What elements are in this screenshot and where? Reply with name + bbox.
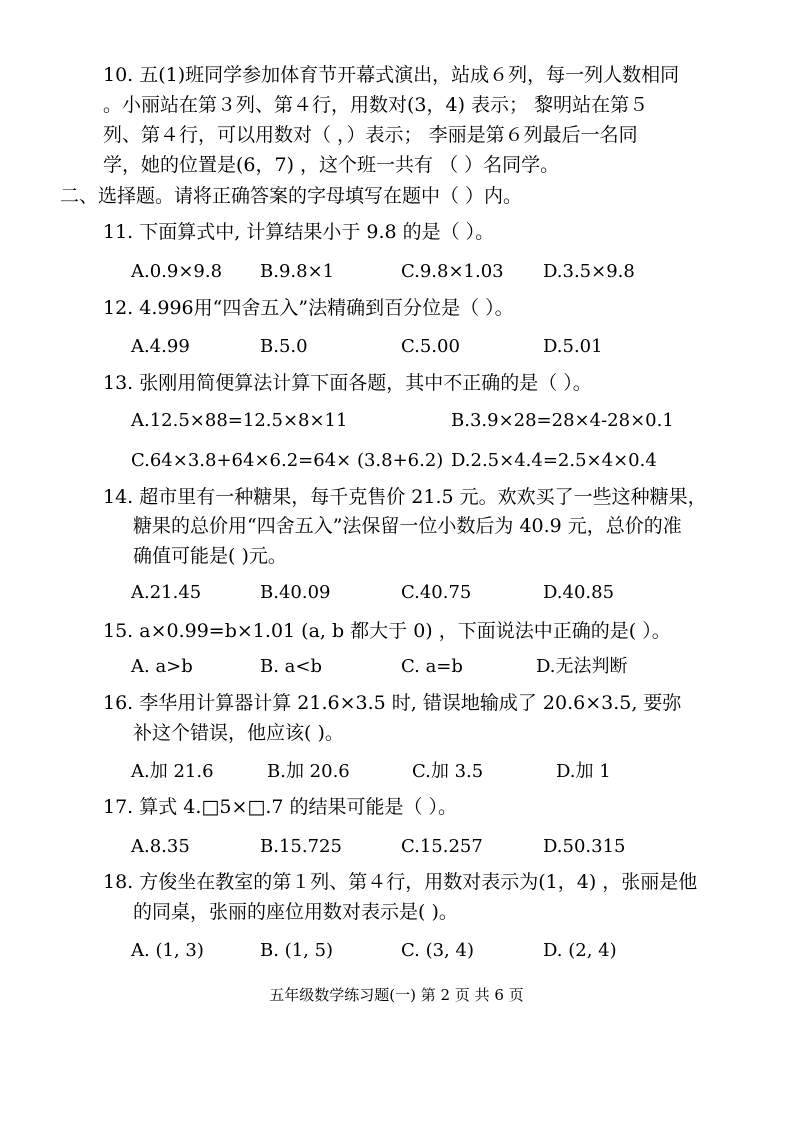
q17-option-d: D.50.315: [543, 836, 626, 857]
q16-stem-line-1: 16. 李华用计算器计算 21.6×3.5 时, 错误地输成了 20.6×3.5, 要弥: [103, 692, 682, 714]
q11-option-a: A.0.9×9.8: [131, 261, 223, 282]
q14-option-a: A.21.45: [131, 582, 202, 603]
q18-stem-line-2: 的同桌，张丽的座位用数对表示是( )。: [133, 901, 458, 923]
q11-option-c: C.9.8×1.03: [401, 261, 504, 282]
q16-option-b: B.加 20.6: [267, 761, 350, 782]
q10-line-1: 10. 五(1)班同学参加体育节开幕式演出，站成６列，每一列人数相同: [103, 64, 680, 86]
q18-option-d: D. (2, 4): [543, 940, 617, 961]
q16-stem-line-2: 补这个错误，他应该( )。: [133, 722, 344, 744]
q15-option-c: C. a=b: [401, 656, 463, 677]
q14-stem-line-2: 糖果的总价用“四舍五入”法保留一位小数后为 40.9 元，总价的准: [133, 515, 682, 537]
q18-option-b: B. (1, 5): [260, 940, 334, 961]
page-footer: 五年级数学练习题(一) 第 2 页 共 6 页: [269, 986, 524, 1004]
q15-option-b: B. a<b: [260, 656, 323, 677]
q12-stem: 12. 4.996用“四舍五入”法精确到百分位是（ ）。: [103, 297, 514, 319]
q11-option-d: D.3.5×9.8: [543, 261, 635, 282]
q17-stem: 17. 算式 4.□5×□.7 的结果可能是（ ）。: [103, 796, 458, 818]
q12-option-b: B.5.0: [260, 336, 308, 357]
q18-stem-line-1: 18. 方俊坐在教室的第１列、第４行，用数对表示为(1，4) ，张丽是他: [103, 871, 698, 893]
q10-line-3: 列、第４行，可以用数对（ ，）表示； 李丽是第６列最后一名同: [103, 124, 638, 146]
q12-option-a: A.4.99: [131, 336, 190, 357]
q13-option-c: C.64×3.8+64×6.2=64× (3.8+6.2): [131, 450, 444, 471]
q13-stem: 13. 张刚用简便算法计算下面各题，其中不正确的是（ ）。: [103, 372, 592, 394]
q13-option-b: B.3.9×28=28×4-28×0.1: [451, 410, 674, 431]
q12-option-c: C.5.00: [401, 336, 460, 357]
q14-stem-line-3: 确值可能是( )元。: [133, 545, 287, 567]
q15-option-a: A. a>b: [131, 656, 193, 677]
q10-line-4: 学，她的位置是(6，7) ，这个班一共有 （ ）名同学。: [103, 154, 560, 176]
q10-line-2: 。小丽站在第３列、第４行，用数对(3，4) 表示； 黎明站在第５: [103, 94, 649, 116]
q12-option-d: D.5.01: [543, 336, 603, 357]
q17-option-c: C.15.257: [401, 836, 483, 857]
q18-option-c: C. (3, 4): [401, 940, 474, 961]
q11-stem: 11. 下面算式中, 计算结果小于 9.8 的是（ ）。: [103, 221, 495, 243]
q16-option-a: A.加 21.6: [131, 761, 214, 782]
q16-option-c: C.加 3.5: [412, 761, 484, 782]
q14-stem-line-1: 14. 超市里有一种糖果，每千克售价 21.5 元。欢欢买了一些这种糖果，: [103, 486, 707, 508]
q13-option-a: A.12.5×88=12.5×8×11: [131, 410, 348, 431]
q17-option-b: B.15.725: [260, 836, 342, 857]
q13-option-d: D.2.5×4.4=2.5×4×0.4: [451, 450, 657, 471]
q15-stem: 15. a×0.99=b×1.01 (a, b 都大于 0) ，下面说法中正确的是( ）。: [103, 620, 671, 642]
q14-option-d: D.40.85: [543, 582, 615, 603]
q14-option-c: C.40.75: [401, 582, 472, 603]
q11-option-b: B.9.8×1: [260, 261, 335, 282]
q18-option-a: A. (1, 3): [131, 940, 204, 961]
q16-option-d: D.加 1: [556, 761, 611, 782]
q14-option-b: B.40.09: [260, 582, 331, 603]
q15-option-d: D.无法判断: [536, 656, 628, 677]
section-2-heading: 二、选择题。请将正确答案的字母填写在题中（ ）内。: [60, 185, 523, 207]
q17-option-a: A.8.35: [131, 836, 190, 857]
